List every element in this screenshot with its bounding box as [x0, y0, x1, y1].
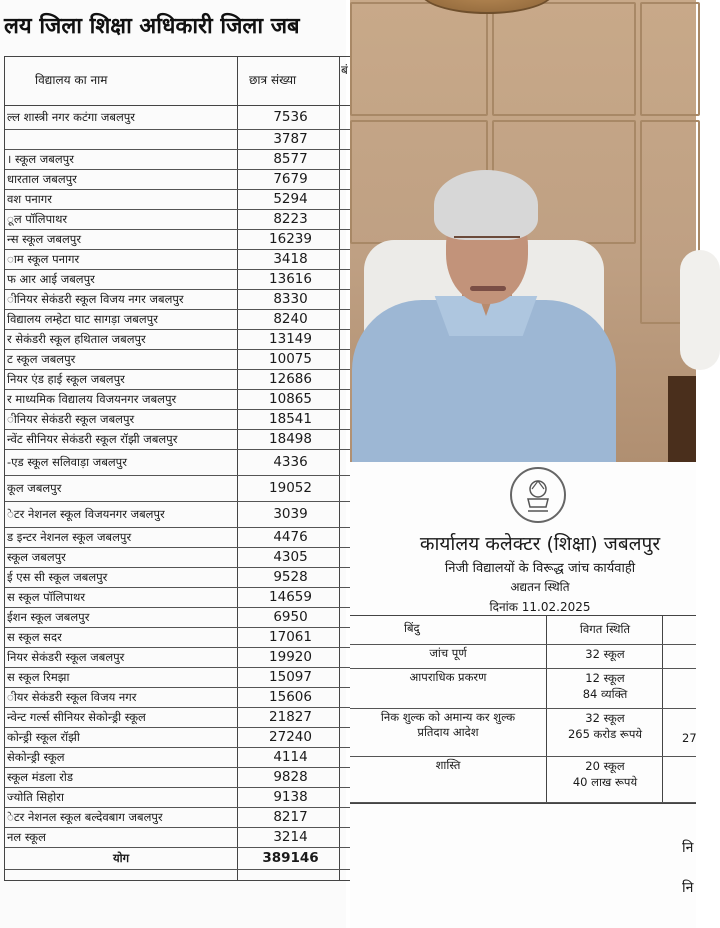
table-row: [5, 607, 405, 628]
school-list-document: [0, 0, 346, 928]
door: [668, 376, 696, 462]
school-name: । स्कूल जबलपुर: [7, 152, 74, 166]
point-label: निक शुल्क को अमान्य कर शुल्क प्रतिदाय आदेश: [380, 710, 516, 739]
student-count: 12686: [269, 371, 312, 387]
table-row: [5, 727, 405, 748]
table-header: [5, 57, 405, 106]
table-row: [5, 409, 405, 430]
student-count: 4305: [273, 549, 308, 565]
table-row: [5, 105, 405, 130]
student-count: 5294: [273, 191, 308, 207]
status-cell: [550, 646, 660, 662]
table-row: [5, 501, 405, 528]
student-count: 16239: [269, 231, 312, 247]
person-mouth: [470, 286, 506, 291]
header-school-name: विद्यालय का नाम: [35, 73, 108, 87]
status-cell: [550, 710, 660, 742]
table-row: [5, 647, 405, 668]
school-name: सेकोन्ड्री स्कूल: [7, 750, 65, 764]
emblem-seal-icon: [510, 467, 566, 523]
student-count: 4476: [273, 529, 308, 545]
table-row: [5, 767, 405, 788]
table-row: [5, 627, 405, 648]
school-name: वश पनागर: [7, 192, 52, 206]
table-row: [5, 189, 405, 210]
student-count: 8240: [273, 311, 308, 327]
school-name: ेटर नेशनल स्कूल बल्देवबाग जबलपुर: [7, 810, 163, 824]
status-line: 32 स्कूल: [585, 711, 625, 725]
table-row: [350, 668, 696, 709]
table-row: [5, 827, 405, 848]
student-count: 8223: [273, 211, 308, 227]
table-row: [5, 209, 405, 230]
table-row: [5, 169, 405, 190]
student-count: 13616: [269, 271, 312, 287]
document-title: लय जिला शिक्षा अधिकारी जिला जब: [4, 14, 300, 39]
student-count: 7679: [273, 171, 308, 187]
total-label: योग: [112, 851, 130, 865]
school-name: स स्कूल रिमझा: [7, 670, 70, 684]
school-name: न्वेन्ट गर्ल्स सीनियर सेकोन्ड्री स्कूल: [7, 710, 146, 724]
table-row: [5, 429, 405, 450]
student-count: 8577: [273, 151, 308, 167]
investigation-report-document: [350, 462, 696, 928]
school-name: कूल जबलपुर: [7, 481, 62, 495]
school-name: फ आर आई जबलपुर: [7, 272, 95, 286]
table-row: [5, 667, 405, 688]
school-name: नल स्कूल: [7, 830, 46, 844]
table-row: [5, 807, 405, 828]
table-row: [350, 756, 696, 803]
school-name: ईशन स्कूल जबलपुर: [7, 610, 90, 624]
school-name: कोन्ड्री स्कूल रॉझी: [7, 730, 80, 744]
investigation-table: [350, 615, 696, 804]
header-previous-status: विगत स्थिति: [579, 622, 631, 636]
cut-off-value: 27: [682, 731, 697, 745]
table-row: [5, 527, 405, 548]
school-name: ड इन्टर नेशनल स्कूल जबलपुर: [7, 530, 132, 544]
chair-back: [680, 250, 720, 370]
table-row: [350, 644, 696, 669]
table-row: [5, 289, 405, 310]
student-count: 17061: [269, 629, 312, 645]
status-line: 84 व्यक्ति: [582, 687, 628, 701]
school-name: नियर एंड हाई स्कूल जबलपुर: [7, 372, 125, 386]
table-row: [5, 149, 405, 170]
table-row: [5, 349, 405, 370]
school-name: ीनियर सेकंडरी स्कूल विजय नगर जबलपुर: [7, 292, 184, 306]
report-subtitle: निजी विद्यालयों के विरूद्ध जांच कार्यवाही: [444, 561, 636, 576]
status-line: 32 स्कूल: [585, 647, 625, 661]
student-count: 21827: [269, 709, 312, 725]
table-row: [5, 587, 405, 608]
student-count: 27240: [269, 729, 312, 745]
student-count: 3418: [273, 251, 308, 267]
student-count: 13149: [269, 331, 312, 347]
school-name: ाम स्कूल पनागर: [7, 252, 80, 266]
student-count: 9828: [273, 769, 308, 785]
school-name: ीयर सेकंडरी स्कूल विजय नगर: [7, 690, 137, 704]
student-count: 15606: [269, 689, 312, 705]
point-label: शास्ति: [435, 758, 461, 772]
person-hair: [434, 170, 538, 240]
point-label: जांच पूर्ण: [429, 646, 467, 660]
point-label: आपराधिक प्रकरण: [409, 670, 487, 684]
student-count: 8330: [273, 291, 308, 307]
table-row: [5, 229, 405, 250]
table-row: [5, 329, 405, 350]
school-name: स स्कूल सदर: [7, 630, 62, 644]
office-title: कार्यालय कलेक्टर (शिक्षा) जबलपुर: [419, 533, 661, 555]
school-name: र सेकंडरी स्कूल हथिताल जबलपुर: [7, 332, 146, 346]
table-row: [5, 249, 405, 270]
table-row: [5, 129, 405, 150]
school-name: ज्योति सिहोरा: [7, 790, 64, 804]
wall-panel: [492, 2, 636, 116]
student-count: 10075: [269, 351, 312, 367]
school-name: धारताल जबलपुर: [7, 172, 77, 186]
school-name: स्कूल मंडला रोड: [7, 770, 74, 784]
table-row: [5, 449, 405, 476]
school-name: विद्यालय लम्हेटा घाट सागड़ा जबलपुर: [7, 312, 158, 326]
school-name: र माध्यमिक विद्यालय विजयनगर जबलपुर: [7, 392, 177, 406]
status-cell: [550, 758, 660, 790]
student-count: 4114: [273, 749, 308, 765]
table-row: [5, 567, 405, 588]
student-count: 3039: [273, 506, 308, 522]
student-count: 18541: [269, 411, 312, 427]
student-count: 19052: [269, 480, 312, 496]
table-row: [5, 687, 405, 708]
report-date: दिनांक 11.02.2025: [489, 600, 591, 614]
school-name: स्कूल जबलपुर: [7, 550, 66, 564]
table-row: [5, 787, 405, 808]
person-brow: [454, 236, 520, 238]
header-student-count: छात्र संख्या: [249, 73, 297, 87]
school-name: -एड स्कूल सलिवाड़ा जबलपुर: [7, 455, 127, 469]
table-row: [350, 708, 696, 757]
school-name: नियर सेकंडरी स्कूल जबलपुर: [7, 650, 125, 664]
student-count: 8217: [273, 809, 308, 825]
status-line: 40 लाख रूपये: [572, 775, 638, 789]
table-row: [5, 547, 405, 568]
student-count: 3787: [273, 131, 308, 147]
school-name: स स्कूल पॉलिपाथर: [7, 590, 86, 604]
status-line: 20 स्कूल: [585, 759, 625, 773]
student-count: 7536: [273, 109, 308, 125]
table-row: [5, 389, 405, 410]
table-header: [350, 616, 696, 645]
student-count: 6950: [273, 609, 308, 625]
header-point: बिंदु: [404, 621, 420, 635]
table-row: [5, 747, 405, 768]
status-cell: [550, 670, 660, 702]
table-row: [5, 475, 405, 502]
school-name: ई एस सी स्कूल जबलपुर: [7, 570, 108, 584]
cut-off-text: नि: [682, 880, 694, 896]
status-line: 12 स्कूल: [585, 671, 625, 685]
cut-off-text: नि: [682, 840, 694, 856]
table-row: [5, 707, 405, 728]
official-photo: [350, 0, 696, 462]
table-row: [5, 309, 405, 330]
student-count: 14659: [269, 589, 312, 605]
student-count: 4336: [273, 454, 308, 470]
student-count: 19920: [269, 649, 312, 665]
school-name: ूल पॉलिपाथर: [7, 212, 68, 226]
status-line: 265 करोड रूपये: [567, 727, 643, 741]
school-name: ट स्कूल जबलपुर: [7, 352, 76, 366]
student-count: 9528: [273, 569, 308, 585]
school-name: न्स स्कूल जबलपुर: [7, 232, 82, 246]
total-row: [5, 847, 405, 870]
school-name: न्वेंट सीनियर सेकंडरी स्कूल रॉझी जबलपुर: [7, 432, 178, 446]
school-name: ीनियर सेकंडरी स्कूल जबलपुर: [7, 412, 135, 426]
student-count: 9138: [273, 789, 308, 805]
total-count: 389146: [262, 850, 319, 866]
table-row: [5, 269, 405, 290]
student-count: 18498: [269, 431, 312, 447]
report-status-label: अद्यतन स्थिति: [510, 580, 570, 594]
school-name: ेटर नेशनल स्कूल विजयनगर जबलपुर: [7, 507, 165, 521]
table-row: [5, 369, 405, 390]
student-count: 10865: [269, 391, 312, 407]
student-count: 3214: [273, 829, 308, 845]
student-count: 15097: [269, 669, 312, 685]
wall-panel: [640, 2, 700, 116]
header-fragment: बं: [341, 63, 348, 77]
school-table: [4, 56, 405, 881]
school-name: ल्ल शास्त्री नगर कटंगा जबलपुर: [7, 110, 135, 124]
wall-panel: [350, 2, 488, 116]
